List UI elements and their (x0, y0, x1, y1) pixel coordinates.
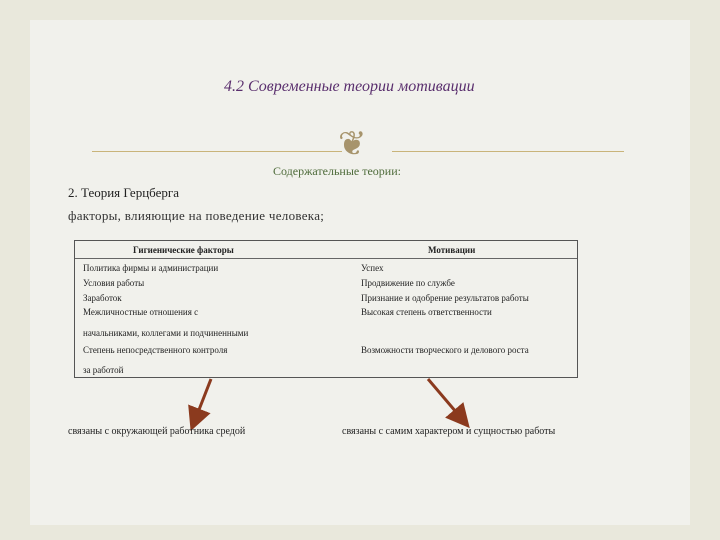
hygiene-item: Политика фирмы и администрации (83, 263, 219, 273)
motivation-item: Продвижение по службе (361, 278, 455, 288)
hygiene-item: Межличностные отношения с (83, 307, 199, 317)
header-motivation: Мотивации (428, 245, 476, 255)
motivation-item: Возможности творческого и делового роста (361, 345, 529, 355)
motivation-item: Высокая степень ответственности (361, 307, 492, 317)
note-left: связаны с окружающей работника средой (68, 426, 246, 437)
header-hygiene: Гигиенические факторы (133, 245, 234, 255)
hygiene-item: начальниками, коллегами и подчиненными (83, 328, 249, 338)
motivation-item: Признание и одобрение результатов работы (361, 293, 529, 303)
motivation-item: Успех (361, 263, 384, 273)
subtitle: Содержательные теории: (273, 164, 401, 178)
slide-title: 4.2 Современные теории мотивации (224, 78, 475, 95)
hygiene-item: Условия работы (83, 278, 145, 288)
note-right: связаны с самим характером и сущностью работы (342, 426, 556, 437)
theory-heading: 2. Теория Герцберга (68, 185, 179, 200)
right-arrow (428, 379, 462, 419)
hygiene-item: за работой (83, 365, 124, 375)
left-arrow (195, 379, 211, 420)
hygiene-item: Заработок (83, 293, 122, 303)
hygiene-item: Степень непосредственного контроля (83, 345, 228, 355)
factors-line: факторы, влияющие на поведение человека; (68, 208, 325, 223)
ornament-icon: ❦ (338, 126, 367, 163)
